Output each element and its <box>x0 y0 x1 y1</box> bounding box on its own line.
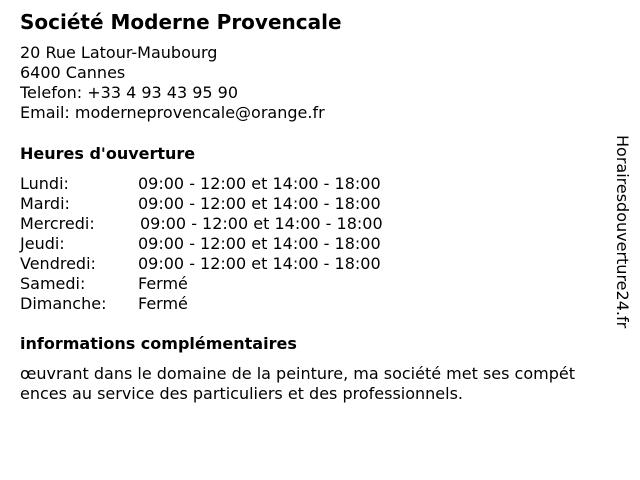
email-address: Email: moderneprovencale@orange.fr <box>20 103 325 122</box>
business-contact <box>20 43 325 123</box>
time-value: 09:00 - 12:00 et 14:00 - 18:00 <box>138 174 381 193</box>
time-value: 09:00 - 12:00 et 14:00 - 18:00 <box>138 194 381 213</box>
day-label: Mardi: <box>20 194 70 213</box>
site-watermark <box>612 135 632 345</box>
time-value: Fermé <box>138 274 188 293</box>
day-label: Mercredi: <box>20 214 95 233</box>
day-label: Dimanche: <box>20 294 107 313</box>
day-label: Jeudi: <box>20 234 65 253</box>
time-value: 09:00 - 12:00 et 14:00 - 18:00 <box>140 214 383 233</box>
business-description <box>20 364 575 404</box>
info-heading: informations complémentaires <box>20 334 297 353</box>
description-line: œuvrant dans le domaine de la peinture, ma société met ses compét <box>20 364 575 383</box>
phone-number: Telefon: +33 4 93 43 95 90 <box>20 83 239 102</box>
hours-row-friday <box>20 254 440 274</box>
time-value: 09:00 - 12:00 et 14:00 - 18:00 <box>138 254 381 273</box>
description-line: ences au service des particuliers et des professionnels. <box>20 384 463 403</box>
hours-row-thursday <box>20 234 440 254</box>
day-label: Vendredi: <box>20 254 96 273</box>
hours-row-tuesday <box>20 194 440 214</box>
watermark-text: Horairesdouverture24.fr <box>613 135 632 329</box>
day-label: Samedi: <box>20 274 86 293</box>
address-street: 20 Rue Latour-Maubourg <box>20 43 218 62</box>
address-city: 6400 Cannes <box>20 63 126 82</box>
time-value: Fermé <box>138 294 188 313</box>
hours-heading: Heures d'ouverture <box>20 144 196 163</box>
time-value: 09:00 - 12:00 et 14:00 - 18:00 <box>138 234 381 253</box>
hours-row-sunday <box>20 294 440 314</box>
business-name: Société Moderne Provencale <box>20 10 342 34</box>
hours-row-monday <box>20 174 440 194</box>
opening-hours-list <box>20 174 440 314</box>
day-label: Lundi: <box>20 174 69 193</box>
hours-row-wednesday <box>20 214 440 234</box>
hours-row-saturday <box>20 274 440 294</box>
